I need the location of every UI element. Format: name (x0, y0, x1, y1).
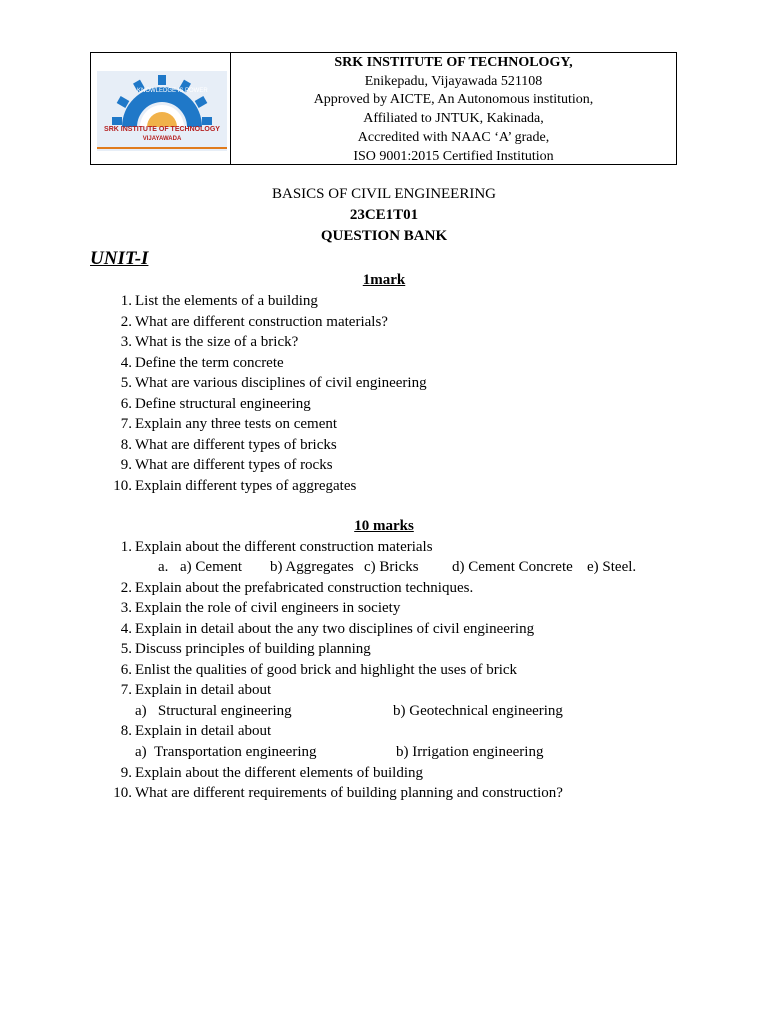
question-text: Define structural engineering (135, 396, 311, 412)
question-number: 4. (120, 621, 132, 637)
q1-sub-b: b) Aggregates (270, 559, 354, 575)
course-title: BASICS OF CIVIL ENGINEERING (271, 186, 497, 202)
question-text: Explain in detail about (135, 723, 272, 739)
gear-icon (97, 71, 227, 131)
question-number: 9. (120, 457, 132, 473)
question-number: 10. (113, 785, 132, 801)
q1-sub-d: d) Cement Concrete (452, 559, 573, 575)
q7-sub-b: b) Geotechnical engineering (393, 703, 563, 719)
q1-sub-c: c) Bricks (364, 559, 419, 575)
question-number: 2. (120, 580, 132, 596)
q8-sub-b: b) Irrigation engineering (396, 744, 544, 760)
question-text: Enlist the qualities of good brick and highlight the uses of brick (135, 662, 518, 678)
question-number: 1. (120, 293, 132, 309)
logo-divider (97, 147, 227, 149)
question-text: What are different construction materials? (135, 314, 388, 330)
logo-institute-name: SRK INSTITUTE OF TECHNOLOGY (104, 126, 220, 133)
question-text: What are different requirements of building planning and construction? (135, 785, 563, 801)
one-mark-heading: 1mark (362, 272, 406, 288)
question-text: Explain in detail about (135, 682, 272, 698)
institute-details (231, 53, 676, 164)
ten-marks-heading: 10 marks (354, 518, 414, 534)
institute-accreditation: Accredited with NAAC ‘A’ grade, (357, 129, 550, 145)
question-text: List the elements of a building (135, 293, 318, 309)
question-text: Explain about the prefabricated construction techniques. (135, 580, 474, 596)
question-number: 10. (113, 478, 132, 494)
question-number: 1. (120, 539, 132, 555)
question-number: 9. (120, 765, 132, 781)
header-table (90, 52, 677, 165)
question-text: What is the size of a brick? (135, 334, 299, 350)
document-title: QUESTION BANK (320, 228, 448, 244)
logo-city: VIJAYAWADA (142, 136, 182, 142)
question-text: Explain the role of civil engineers in society (135, 600, 401, 616)
question-number: 7. (120, 682, 132, 698)
question-text: What are various disciplines of civil engineering (135, 375, 427, 391)
question-text: Explain about the different construction materials (135, 539, 433, 555)
question-text: Explain different types of aggregates (135, 478, 357, 494)
question-text: What are different types of bricks (135, 437, 337, 453)
question-number: 4. (120, 355, 132, 371)
institute-logo (97, 71, 227, 151)
q1-sub-a: a) Cement (180, 559, 243, 575)
institute-affiliation: Affiliated to JNTUK, Kakinada, (363, 111, 544, 127)
q7-sub-a: a) Structural engineering (135, 703, 292, 719)
logo-motto: KNOWLEDGE IS POWER (137, 88, 208, 94)
question-number: 8. (120, 437, 132, 453)
unit-heading: UNIT-I (90, 248, 149, 269)
question-text: Define the term concrete (135, 355, 284, 371)
institute-iso: ISO 9001:2015 Certified Institution (353, 148, 554, 164)
question-text: Discuss principles of building planning (135, 641, 371, 657)
question-number: 5. (120, 641, 132, 657)
institute-name: SRK INSTITUTE OF TECHNOLOGY, (334, 55, 573, 70)
institute-address: Enikepadu, Vijayawada 521108 (364, 73, 543, 89)
question-number: 3. (120, 334, 132, 350)
question-text: Explain about the different elements of building (135, 765, 423, 781)
logo-cell (91, 53, 231, 164)
q1-sub-e: e) Steel. (587, 559, 637, 575)
question-number: 6. (120, 662, 132, 678)
question-text: What are different types of rocks (135, 457, 333, 473)
q8-sub-a: a) Transportation engineering (135, 744, 317, 760)
q1-sub-marker: a. (158, 559, 169, 575)
question-text: Explain in detail about the any two disciplines of civil engineering (135, 621, 535, 637)
question-number: 7. (120, 416, 132, 432)
course-code: 23CE1T01 (349, 207, 419, 223)
question-number: 6. (120, 396, 132, 412)
question-text: Explain any three tests on cement (135, 416, 338, 432)
question-number: 3. (120, 600, 132, 616)
question-number: 2. (120, 314, 132, 330)
question-number: 8. (120, 723, 132, 739)
question-number: 5. (120, 375, 132, 391)
institute-approval: Approved by AICTE, An Autonomous institution, (313, 92, 594, 108)
